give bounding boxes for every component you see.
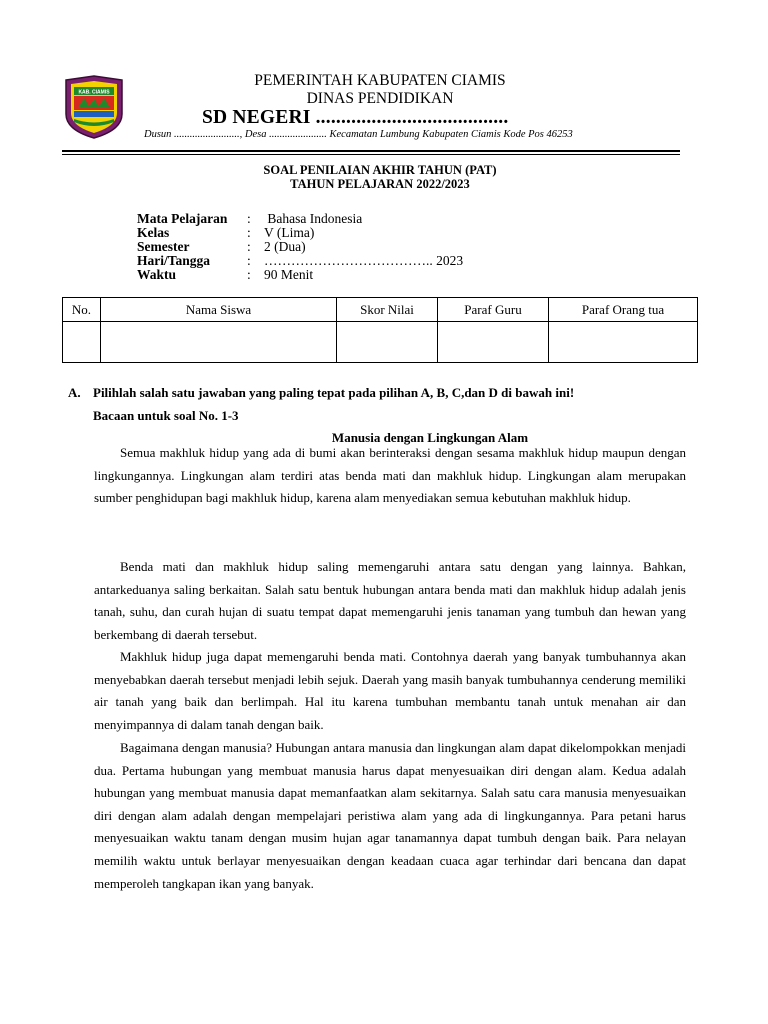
letterhead-rule-thin [62, 154, 680, 155]
exam-title: SOAL PENILAIAN AKHIR TAHUN (PAT) [263, 163, 497, 177]
col-header-score: Skor Nilai [337, 298, 438, 322]
letterhead-rule-thick [62, 150, 680, 152]
cell-student-name[interactable] [101, 322, 337, 363]
info-colon: : [247, 211, 251, 226]
letterhead-government: PEMERINTAH KABUPATEN CIAMIS [254, 72, 506, 89]
info-colon: : [247, 239, 251, 254]
reading-title: Manusia dengan Lingkungan Alam [331, 430, 529, 445]
academic-year: TAHUN PELAJARAN 2022/2023 [290, 177, 470, 191]
info-value: V (Lima) [264, 225, 315, 240]
student-score-table [62, 297, 698, 363]
reading-paragraph-3: Makhluk hidup juga dapat memengaruhi benda mati. Contohnya daerah yang banyak tumbuhannya akan menyebabkan daerah tersebut menjadi lebih sejuk. Daerah yang masih banyak tumbuhannya cenderung memiliki air tanah yang baik dan berlimpah. Hal itu karena tumbuhan membantu tanah untuk menahan air dan menyimpannya di dalam tanah dengan baik. [94, 649, 686, 732]
info-value: Bahasa Indonesia [264, 211, 363, 226]
reading-paragraph-1: Semua makhluk hidup yang ada di bumi akan berinteraksi dengan sesama makhluk hidup maupun dengan lingkungannya. Lingkungan alam terdiri atas benda mati dan makhluk hidup. Lingkungan alam merupakan sumber penghidupan bagi makhluk hidup, karena alam menyediakan semua kebutuhan makhluk hidup. [94, 445, 686, 506]
info-value: 90 Menit [264, 267, 314, 282]
reading-label: Bacaan untuk soal No. 1-3 [93, 408, 239, 423]
info-colon: : [247, 225, 251, 240]
reading-paragraph-2: Benda mati dan makhluk hidup saling memengaruhi antara satu dengan yang lainnya. Bahkan, antarkeduanya saling berkaitan. Salah satu bentuk hubungan antara benda mati dan makhluk hidup adalah jenis tanah, suhu, dan curah hujan di suatu tempat dapat memengaruhi jenis tanaman yang tumbuh dan hewan yang berkembang di daerah tersebut. [94, 559, 686, 642]
col-header-parent-signature: Paraf Orang tua [549, 298, 698, 322]
ciamis-regency-logo [62, 74, 126, 140]
info-label: Waktu [137, 267, 177, 282]
school-name: SD NEGERI ...................................... [202, 107, 509, 128]
info-value: ……………………………….. 2023 [264, 253, 464, 268]
info-label: Kelas [137, 225, 170, 240]
reading-paragraph-4: Bagaimana dengan manusia? Hubungan antara manusia dan lingkungan alam dapat dikelompokkan menjadi dua. Pertama hubungan yang membuat manusia harus dapat menyesuaikan diri dengan alam. Kedua adalah hubungan yang membuat manusia dapat memanfaatkan alam sekitarnya. Salah satu cara manusia menyesuaikan diri dengan alam adalah dengan mempelajari peristiwa alam yang ada di lingkungannya. Para petani harus menyesuaikan waktu tanam dengan musim hujan agar tanamannya dapat tumbuh dengan baik. Para nelayan memilih waktu untuk berlayar menyesuaikan dengan keadaan cuaca agar terhindar dari bencana dan dapat memperoleh tangkapan ikan yang banyak. [94, 740, 686, 891]
table-row [63, 322, 698, 363]
school-address: Dusun ........................., Desa ...................... Kecamatan Lumbung Kabupaten Ciamis Kode Pos 46253 [144, 129, 573, 140]
col-header-student-name: Nama Siswa [101, 298, 337, 322]
cell-teacher-signature[interactable] [438, 322, 549, 363]
info-colon: : [247, 253, 251, 268]
section-letter: A. [68, 385, 81, 400]
info-label: Mata Pelajaran [137, 211, 228, 226]
info-colon: : [247, 267, 251, 282]
cell-score[interactable] [337, 322, 438, 363]
col-header-no: No. [63, 298, 101, 322]
col-header-teacher-signature: Paraf Guru [438, 298, 549, 322]
info-label: Hari/Tangga [137, 253, 211, 268]
letterhead-agency: DINAS PENDIDIKAN [306, 90, 454, 107]
table-header-row [63, 298, 698, 322]
cell-no[interactable] [63, 322, 101, 363]
info-label: Semester [137, 239, 190, 254]
logo-text: KAB. CIAMIS [78, 89, 110, 96]
info-value: 2 (Dua) [264, 239, 306, 254]
cell-parent-signature[interactable] [549, 322, 698, 363]
section-instruction: Pilihlah salah satu jawaban yang paling tepat pada pilihan A, B, C,dan D di bawah ini! [93, 385, 575, 400]
